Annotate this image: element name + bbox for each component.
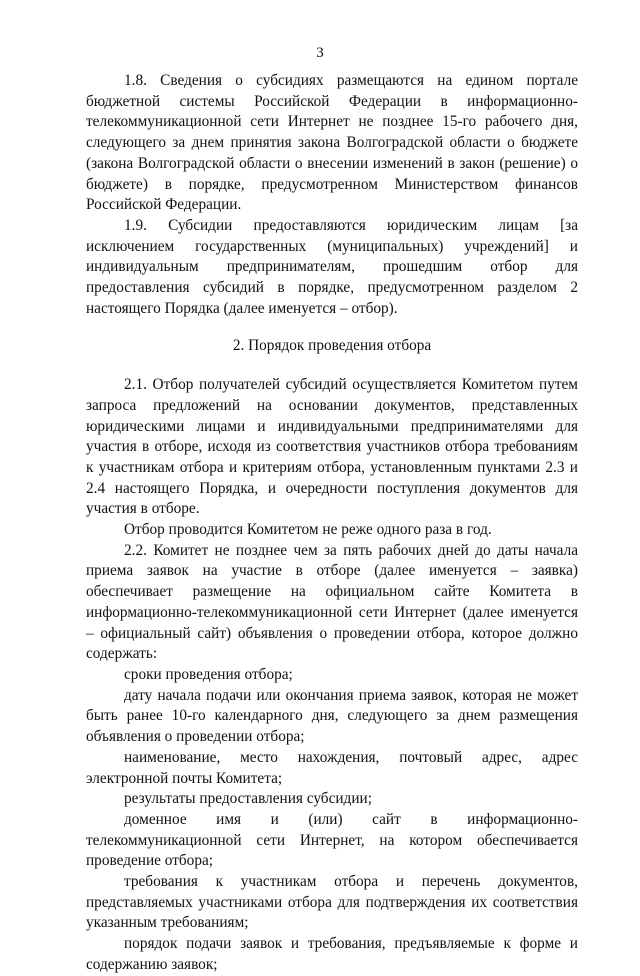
paragraph-selection-frequency: Отбор проводится Комитетом не реже одного раза в год. — [124, 521, 492, 539]
list-item-selection-dates: сроки проведения отбора; — [124, 665, 293, 683]
paragraph-1-8: 1.8. Сведения о субсидиях размещаются на едином портале бюджетной системы Российской Федерации в информационно-телекоммуникационной сети Интернет не позднее 15-го рабочего дня, следующего за днем принятия закона Волгоградской области о бюджете (закона Волгоградской области о внесении изменений в закон (решение) о бюджете) в порядке, предусмотренном Министерством финансов Российской Федерации. — [86, 72, 578, 214]
section-heading: 2. Порядок проведения отбора — [232, 337, 432, 355]
list-item-domain-name: доменное имя и (или) сайт в информационно-телекоммуникационной сети Интернет, на котором обеспечивается проведение отбора; — [86, 810, 578, 870]
list-item-application-procedure: порядок подачи заявок и требования, предъявляемые к форме и содержанию заявок; — [86, 935, 578, 973]
paragraph-2-1: 2.1. Отбор получателей субсидий осуществляется Комитетом путем запроса предложений на основании документов, представленных юридическими лицами и индивидуальными предпринимателями для участия в отборе, исходя из соответствия участников отбора требованиям к участникам отбора и критериям отбора, установленным пунктами 2.3 и 2.4 настоящего Порядка, и очередности поступления документов для участия в отборе. — [86, 376, 578, 518]
list-item-committee-contacts: наименование, место нахождения, почтовый адрес, адрес электронной почты Комитета; — [86, 748, 578, 787]
page-number: 3 — [316, 45, 324, 61]
list-item-participant-requirements: требования к участникам отбора и перечень документов, представляемых участниками отбора для подтверждения их соответствия указанным требованиям; — [86, 873, 578, 932]
list-item-subsidy-results: результаты предоставления субсидии; — [124, 790, 372, 808]
document-body — [86, 71, 578, 976]
paragraph-2-2: 2.2. Комитет не позднее чем за пять рабочих дней до даты начала приема заявок на участие в отборе (далее именуется – заявка) обеспечивает размещение на официальном сайте Комитета в информационно-телекоммуникационной сети Интернет (далее именуется – официальный сайт) объявления о проведении отбора, которое должно содержать: — [86, 541, 578, 663]
list-item-application-dates: дату начала подачи или окончания приема заявок, которая не может быть ранее 10-го календарного дня, следующего за днем размещения объявления о проведении отбора; — [86, 686, 578, 746]
paragraph-1-9: 1.9. Субсидии предоставляются юридическим лицам [за исключением государственных (муниципальных) учреждений] и индивидуальным предпринимателям, прошедшим отбор для предоставления субсидий в порядке, предусмотренном разделом 2 настоящего Порядка (далее именуется – отбор). — [86, 216, 578, 317]
